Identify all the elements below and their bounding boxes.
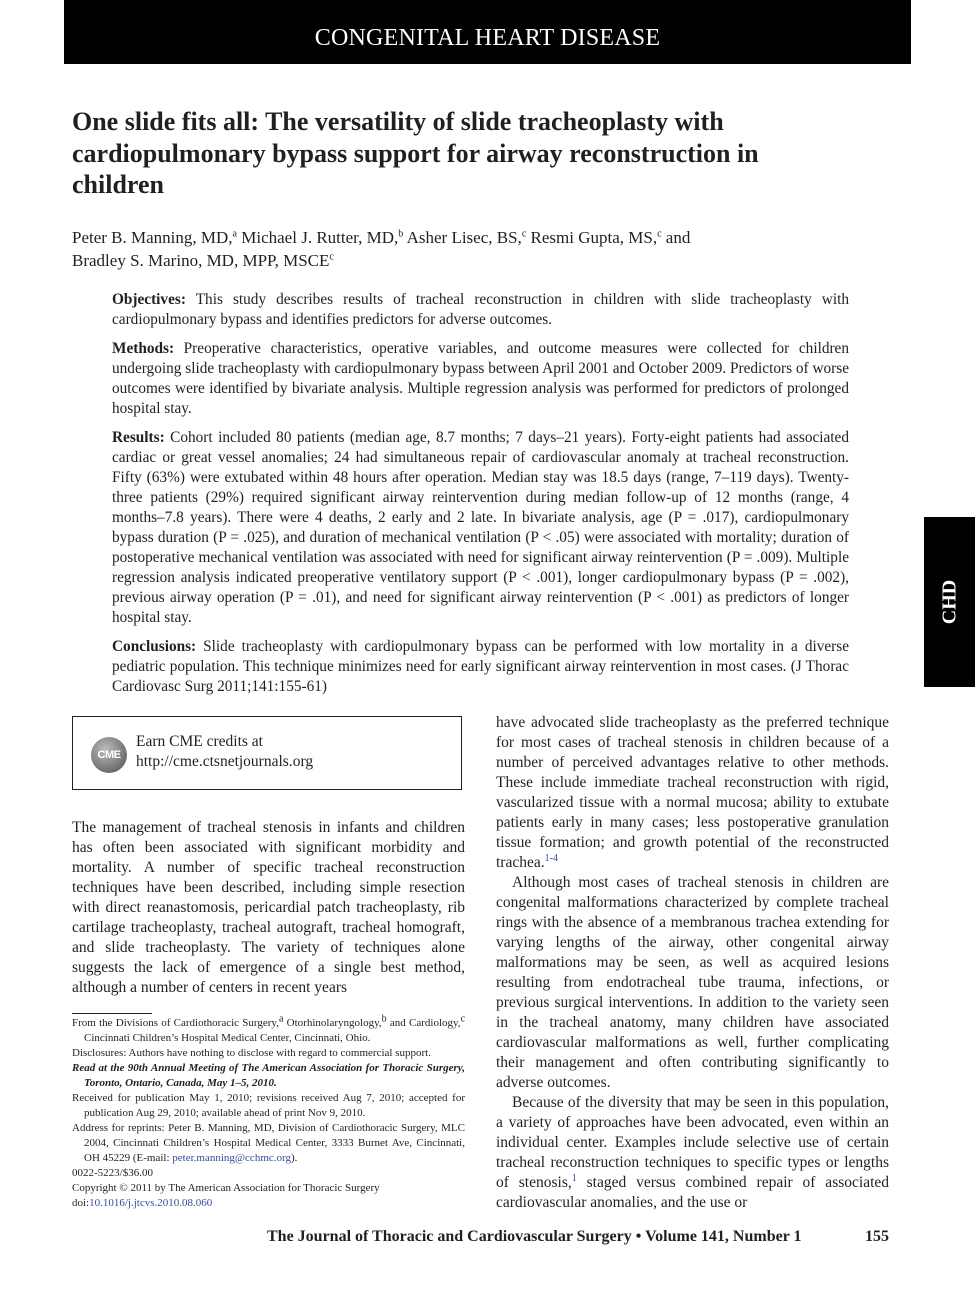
body-text-right-column [496,713,889,1213]
reprints-end: ). [290,1152,298,1164]
author-name: Resmi Gupta, MS, [530,228,658,247]
author-name: Michael J. Rutter, MD, [241,228,399,247]
methods-label: Methods: [112,340,175,357]
footnote-disclosures: Disclosures: Authors have nothing to disclose with regard to commercial support. [72,1047,431,1059]
journal-citation: The Journal of Thoracic and Cardiovascular Surgery • Volume 141, Number 1 [267,1228,802,1245]
abstract-conclusions [112,637,849,697]
author-affiliation-mark: c [329,251,334,263]
affiliation-mark: c [460,1013,466,1025]
cme-text [136,732,313,772]
footnote-meeting: Read at the 90th Annual Meeting of The American Association for Thoracic Surgery, Toronto, Ontario, Canada, May 1–5, 2010. [72,1062,465,1089]
email-link[interactable]: peter.manning@cchmc.org [172,1152,291,1164]
reference-link[interactable]: 1-4 [544,852,558,864]
paragraph: Although most cases of tracheal stenosis in children are congenital malformations characterized by complete tracheal rings with the absence of a membranous trachea extending for varying lengths of the airway, other congenital airway malformations may be seen, as well as acquired lesions resulting from endotracheal tube trauma, infections, or previous surgical interventions. In addition to the variety seen in the tracheal anatomy, many children have associated cardiovascular malformations as well, further complicating their management and often contributing significantly to adverse outcomes. [496,874,889,1091]
cme-logo-icon: CME [91,737,127,773]
abstract-methods [112,339,849,419]
footnote-issn: 0022-5223/$36.00 [72,1167,153,1179]
section-header-bar [64,0,911,64]
body-text-left-column: The management of tracheal stenosis in infants and children has often been associated with significant morbidity and mortality. A number of specific tracheal reconstruction techniques have been described, including simple resection with direct reanastomosis, pericardial patch tracheoplasty, rib cartilage tracheoplasty, tracheal autograft, tracheal homograft, and slide tracheoplasty. The variety of techniques alone suggests the lack of emergence of a single best method, although a number of centers in recent years [72,819,465,996]
author-affiliation-mark: c [521,228,527,240]
conclusions-label: Conclusions: [112,638,197,655]
results-text: Cohort included 80 patients (median age, 8.7 months; 7 days–21 years). Forty-eight patients had associated cardiac or great vessel anomalies; 24 had simultaneous repair of cardiovascular anomaly at tracheal reconstruction. Fifty (63%) were extubated within 48 hours after operation. Median stay was 18.5 days (range, 7–119 days). Twenty-three patients (29%) required significant airway reintervention during median follow-up of 12 months (range, 4 months–7.8 years). There were 4 deaths, 2 early and 2 late. In bivariate analysis, age (P = .017), cardiopulmonary bypass duration (P = .025), and duration of mechanical ventilation (P < .05) were associated with mortality; duration of postoperative mechanical ventilation was associated with need for significant airway reintervention (P = .009). Multiple regression analysis indicated preoperative ventilatory support (P < .001), longer cardiopulmonary bypass (P = .002), previous airway operation (P = .01), and need for significant airway reintervention (P < .001) as predictors of longer hospital stay. [112,429,849,626]
results-label: Results: [112,429,165,446]
conclusions-text: Slide tracheoplasty with cardiopulmonary bypass can be performed with low mortality in a diverse pediatric population. This technique minimizes need for early significant airway reintervention in most cases. (J Thorac Cardiovasc Surg 2011;141:155-61) [112,638,849,695]
footnote-copyright: Copyright © 2011 by The American Association for Thoracic Surgery [72,1182,380,1194]
affiliation-text: Otorhinolaryngology, [283,1017,382,1029]
side-tab-label: CHD [938,579,960,625]
author-name: Peter B. Manning, MD, [72,228,233,247]
reprints-text: Address for reprints: Peter B. Manning, MD, Division of Cardiothoracic Surgery, MLC 2004, Cincinnati Children’s Hospital Medical Center, 3333 Burnet Ave, Cincinnati, OH 45229 (E-mail: [72,1122,465,1164]
footnote-doi [72,1196,465,1211]
page-footer [267,1227,889,1247]
author-list [72,226,852,272]
abstract-results [112,428,849,628]
footnotes [72,1013,466,1211]
chd-side-tab [924,517,975,687]
section-header-text: CONGENITAL HEART DISEASE [314,25,661,51]
abstract-objectives [112,290,849,330]
page-number: 155 [865,1228,889,1245]
author-affiliation-mark: a [232,228,237,240]
cme-credit-box [72,716,462,790]
article-title: One slide fits all: The versatility of slide tracheoplasty with cardiopulmonary bypass support for airway reconstruction in children [72,107,759,199]
paragraph-text: have advocated slide tracheoplasty as the preferred technique for most cases of tracheal stenosis in children because of a number of perceived advantages relative to other methods. These include immediate tracheal reconstruction with rigid, vascularized tissue with a normal mucosa; ability to extubate patients early in many cases; less postoperative granulation tissue formation; and growth potential of the reconstructed trachea. [496,714,889,871]
objectives-text: This study describes results of tracheal reconstruction in children with slide tracheoplasty with cardiopulmonary bypass and identifies predictors for adverse outcomes. [112,291,849,328]
footnote-received: Received for publication May 1, 2010; revisions received Aug 7, 2010; accepted for publication Aug 29, 2010; available ahead of print Nov 9, 2010. [72,1092,465,1119]
author-name: Bradley S. Marino, MD, MPP, MSCE [72,251,330,270]
paragraph-text: staged versus combined repair of associated cardiovascular anomalies, and the use or [496,1174,890,1211]
footnote-divider [72,1013,152,1014]
affiliation-text: and Cardiology, [386,1017,461,1029]
author-affiliation-mark: b [398,228,404,240]
footnote-affiliations [72,1013,466,1046]
cme-line: Earn CME credits at [136,733,263,750]
methods-text: Preoperative characteristics, operative variables, and outcome measures were collected for children undergoing slide tracheoplasty with cardiopulmonary bypass between April 2001 and October 2009. Predictors of worse outcomes were identified by bivariate analysis. Multiple regression analysis was performed for predictors of prolonged hospital stay. [112,340,849,417]
affiliation-mark: a [278,1013,284,1025]
author-separator: and [661,228,691,247]
author-name: Asher Lisec, BS, [406,228,522,247]
abstract [112,290,849,706]
footnote-reprints [72,1121,465,1166]
author-affiliation-mark: c [657,228,662,240]
reference-link[interactable]: 1 [571,1172,577,1184]
affiliation-text: Cincinnati Children’s Hospital Medical Center, Cincinnati, Ohio. [84,1032,371,1044]
paragraph [496,713,889,873]
cme-link[interactable]: http://cme.ctsnetjournals.org [136,753,314,770]
doi-label: doi: [72,1197,90,1209]
affiliation-text: From the Divisions of Cardiothoracic Surgery, [72,1017,279,1029]
affiliation-mark: b [381,1013,387,1025]
objectives-label: Objectives: [112,291,186,308]
paragraph [496,1093,889,1213]
doi-link[interactable]: 10.1016/j.jtcvs.2010.08.060 [89,1197,213,1209]
paragraph-text: Because of the diversity that may be seen in this population, a variety of approaches have been advocated, even within an individual center. Examples include selective use of certain tracheal reconstruction techniques to specific types or lengths of stenosis, [496,1094,889,1191]
